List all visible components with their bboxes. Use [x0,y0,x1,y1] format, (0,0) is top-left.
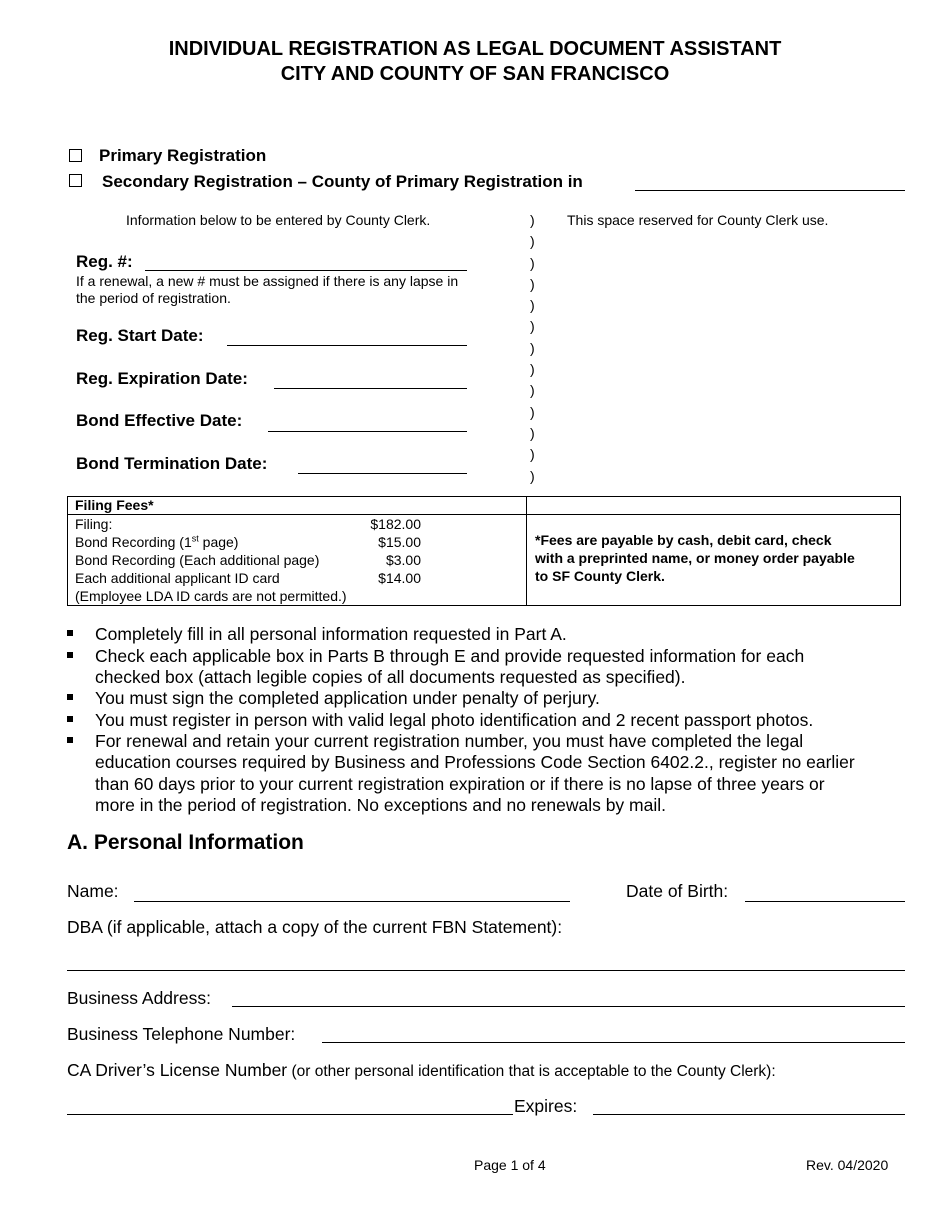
dba-label: DBA (if applicable, attach a copy of the current FBN Statement): [67,917,563,937]
page-number: Page 1 of 4 [474,1157,546,1173]
date-of-birth-field[interactable] [745,901,905,902]
form-title-line2: CITY AND COUNTY OF SAN FRANCISCO [280,63,670,85]
reg-number-label: Reg. #: [76,252,133,271]
primary-registration-checkbox[interactable] [69,149,82,162]
clerk-entry-note: Information below to be entered by County Clerk. [126,212,431,228]
bond-termination-date-label: Bond Termination Date: [76,454,268,473]
reg-expiration-date-field[interactable] [274,388,467,389]
bond-termination-date-field[interactable] [298,473,467,474]
bond-effective-date-field[interactable] [268,431,467,432]
reg-number-field[interactable] [145,270,467,271]
business-address-label: Business Address: [67,988,211,1008]
expires-field[interactable] [593,1114,905,1115]
business-phone-field[interactable] [322,1042,905,1043]
filing-fees-header-blank [527,497,901,515]
business-address-field[interactable] [232,1006,905,1007]
fee-row: Bond Recording (Each additional page) $3.00 [75,552,421,568]
reg-start-date-label: Reg. Start Date: [76,326,204,345]
filing-fees-table [67,496,901,606]
fee-list-cell [68,515,527,606]
renewal-note-line2: the period of registration. [76,290,231,306]
section-a-title: A. Personal Information [67,831,304,854]
secondary-registration-checkbox[interactable] [69,174,82,187]
filing-fees-header: Filing Fees* [68,497,527,515]
license-number-field[interactable] [67,1114,513,1115]
fee-row: Bond Recording (1st page) $15.00 [75,533,421,550]
revision-date: Rev. 04/2020 [806,1157,889,1173]
reg-start-date-field[interactable] [227,345,467,346]
date-of-birth-label: Date of Birth: [626,881,729,901]
secondary-registration-label: Secondary Registration – County of Primary Registration in [102,172,583,191]
bond-effective-date-label: Bond Effective Date: [76,411,243,430]
business-phone-label: Business Telephone Number: [67,1024,296,1044]
fee-row: Filing: $182.00 [75,516,421,532]
fee-note: (Employee LDA ID cards are not permitted.) [75,588,347,604]
license-number-label: CA Driver’s License Number (or other personal identification that is acceptable to the County Clerk): [67,1060,776,1080]
reg-expiration-date-label: Reg. Expiration Date: [76,369,248,388]
renewal-note-line1: If a renewal, a new # must be assigned if there is any lapse in [76,273,459,289]
clerk-reserved-note: This space reserved for County Clerk use. [567,212,829,228]
primary-registration-label: Primary Registration [99,146,267,165]
divider-parentheses: ) ) ) ) ) ) ) ) ) ) ) ) ) [530,212,535,484]
name-field[interactable] [134,901,570,902]
primary-county-field[interactable] [635,190,905,191]
dba-field[interactable] [67,970,905,971]
form-title-line1: INDIVIDUAL REGISTRATION AS LEGAL DOCUMENT ASSISTANT [168,38,782,60]
fee-row: Each additional applicant ID card $14.00 [75,570,421,586]
expires-label: Expires: [514,1096,578,1116]
name-label: Name: [67,881,119,901]
payment-methods-cell: *Fees are payable by cash, debit card, check with a preprinted name, or money order payable to SF County Clerk. [527,515,901,606]
